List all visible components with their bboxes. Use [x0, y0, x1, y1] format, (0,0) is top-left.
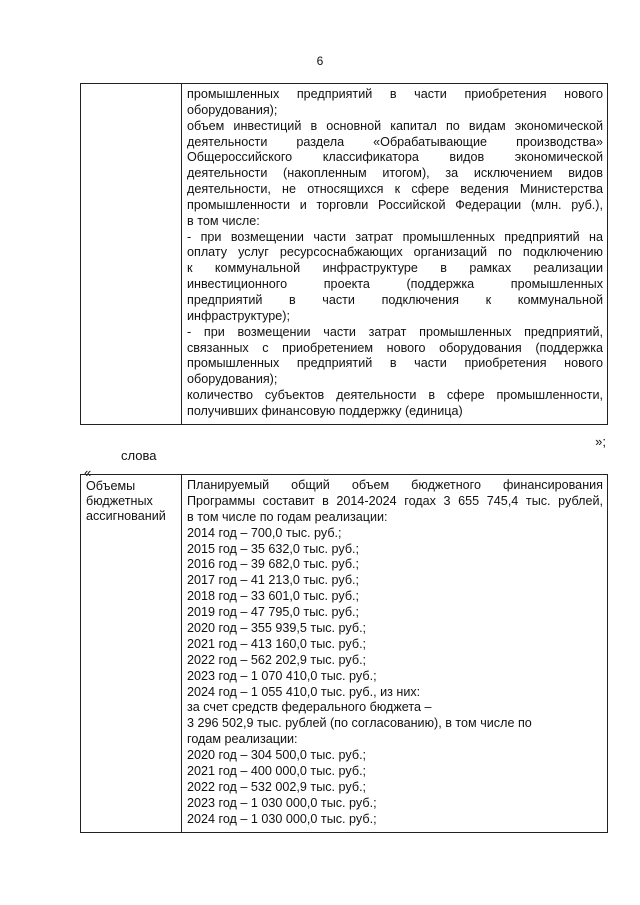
- text-line: получивших финансовую поддержку (единица): [187, 403, 463, 418]
- table-row: [81, 84, 608, 425]
- word-slova: слова: [121, 448, 157, 463]
- label-line: Объемы: [86, 479, 136, 493]
- text-line: промышленных предприятий в части приобретения нового: [187, 356, 603, 371]
- indicator-text-cell: [182, 84, 608, 425]
- text-line: Планируемый общий объем бюджетного финансирования: [187, 478, 603, 492]
- text-line: оборудования);: [187, 102, 278, 117]
- label-line: бюджетных: [86, 494, 153, 508]
- text-line: инфраструктуре);: [187, 308, 291, 323]
- text-line: 2023 год – 1 030 000,0 тыс. руб.;: [187, 795, 377, 810]
- label-line: ассигнований: [86, 509, 166, 523]
- text-line: объем инвестиций в основной капитал по видам экономической: [187, 118, 603, 133]
- text-line: 2014 год – 700,0 тыс. руб.;: [187, 525, 342, 540]
- text-line: 2020 год – 355 939,5 тыс. руб.;: [187, 621, 367, 636]
- text-line: 2023 год – 1 070 410,0 тыс. руб.;: [187, 668, 377, 683]
- budget-text-cell: [182, 475, 608, 833]
- budget-label-cell: [81, 475, 182, 833]
- indicator-label-cell: [81, 84, 182, 425]
- page-number: 6: [316, 54, 324, 68]
- text-line: 2017 год – 41 213,0 тыс. руб.;: [187, 573, 360, 588]
- text-line: к коммунальной инфраструктуре в рамках реализации: [187, 261, 603, 276]
- text-line: инвестиционного проекта (поддержка промышленных: [187, 277, 603, 292]
- text-line: 2018 год – 33 601,0 тыс. руб.;: [187, 589, 360, 604]
- text-line: 2024 год – 1 055 410,0 тыс. руб., из них:: [187, 684, 421, 699]
- text-line: Общероссийского классификатора видов экономической: [187, 150, 603, 165]
- text-line: предприятий в части подключения к коммунальной: [187, 292, 603, 307]
- text-line: 2021 год – 413 160,0 тыс. руб.;: [187, 636, 367, 651]
- text-line: оплату услуг ресурсоснабжающих организаций по подключению: [187, 245, 603, 260]
- budget-label: [81, 475, 181, 524]
- text-line: 2022 год – 562 202,9 тыс. руб.;: [187, 652, 367, 667]
- text-line: 2024 год – 1 030 000,0 тыс. руб.;: [187, 811, 377, 826]
- text-line: за счет средств федерального бюджета –: [187, 700, 432, 715]
- text-line: 2019 год – 47 795,0 тыс. руб.;: [187, 605, 360, 620]
- text-line: - при возмещении части затрат промышленных предприятий,: [187, 324, 603, 339]
- text-line: годам реализации:: [187, 732, 298, 747]
- text-line: 3 296 502,9 тыс. рублей (по согласованию), в том числе по: [187, 716, 532, 731]
- text-line: в том числе по годам реализации:: [187, 509, 388, 524]
- text-line: Программы составит в 2014-2024 годах 3 655 745,4 тыс. рублей,: [187, 493, 603, 508]
- text-line: деятельности, не относящихся к сфере ведения Министерства: [187, 182, 603, 197]
- text-line: - при возмещении части затрат промышленных предприятий на: [187, 229, 603, 244]
- budget-text: [182, 475, 607, 832]
- indicator-text: [182, 84, 607, 424]
- budget-table: [80, 474, 608, 833]
- opening-quote: «: [84, 465, 92, 480]
- text-line: в том числе:: [187, 213, 260, 228]
- closing-quote: »;: [595, 434, 606, 449]
- text-line: деятельности (накопленным итогом), за исключением видов: [187, 166, 603, 181]
- text-line: 2015 год – 35 632,0 тыс. руб.;: [187, 541, 360, 556]
- text-line: количество субъектов деятельности в сфере промышленности,: [187, 388, 603, 403]
- indicators-table: [80, 83, 608, 425]
- text-line: оборудования);: [187, 372, 278, 387]
- text-line: связанных с приобретением нового оборудования (поддержка: [187, 340, 603, 355]
- text-line: деятельности раздела «Обрабатывающие производства»: [187, 134, 603, 149]
- text-line: 2020 год – 304 500,0 тыс. руб.;: [187, 748, 367, 763]
- text-line: 2016 год – 39 682,0 тыс. руб.;: [187, 557, 360, 572]
- text-line: 2022 год – 532 002,9 тыс. руб.;: [187, 779, 367, 794]
- table-row: [81, 475, 608, 833]
- text-line: промышленности и торговли Российской Федерации (млн. руб.),: [187, 197, 603, 212]
- text-line: промышленных предприятий в части приобретения нового: [187, 87, 603, 101]
- text-line: 2021 год – 400 000,0 тыс. руб.;: [187, 764, 367, 779]
